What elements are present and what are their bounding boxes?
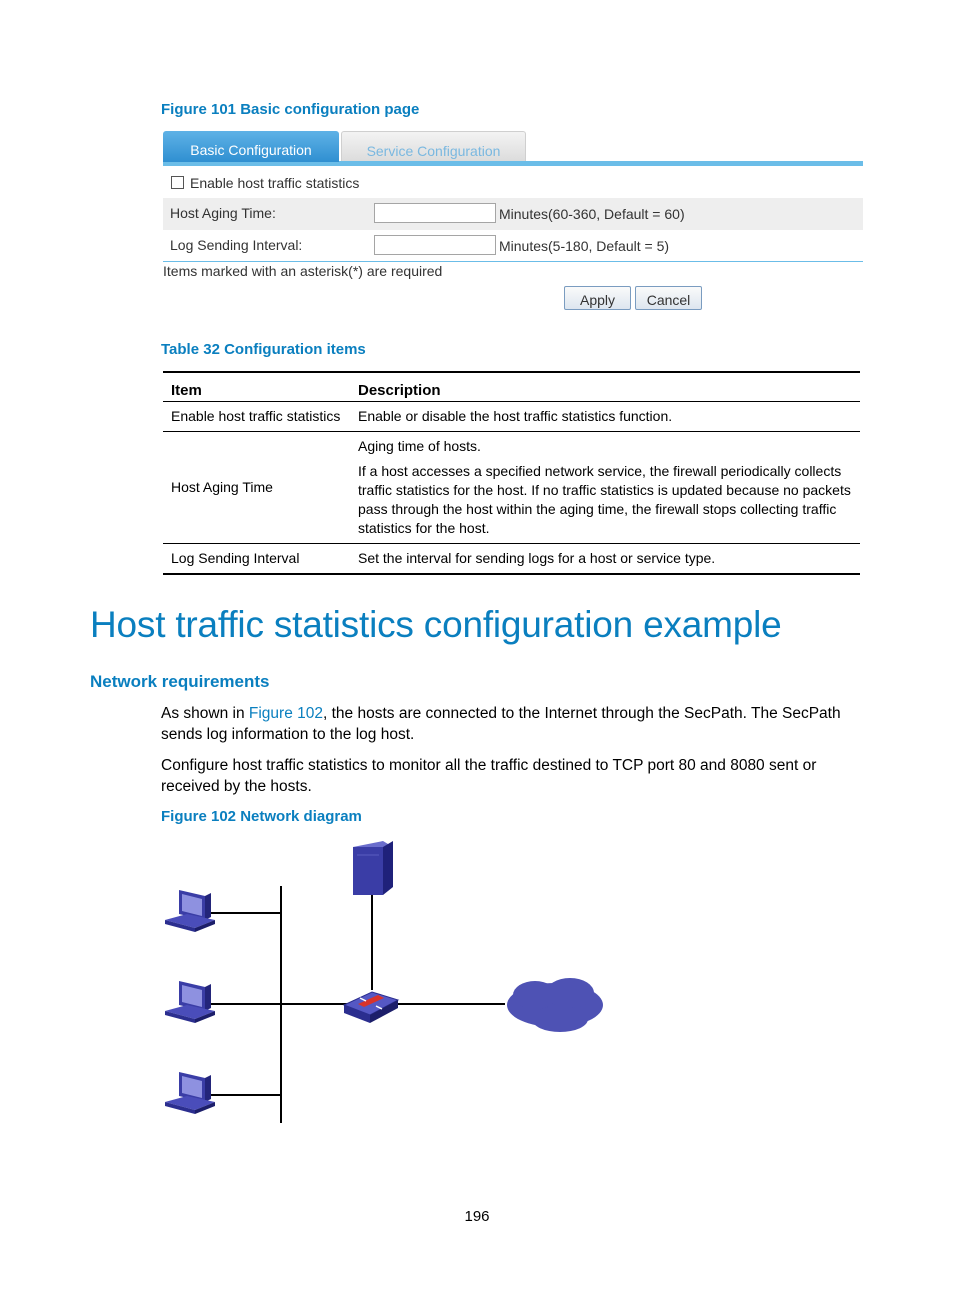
host-aging-input[interactable] [374, 203, 496, 223]
host-aging-label: Host Aging Time: [170, 205, 276, 221]
tab-service-configuration[interactable]: Service Configuration [341, 131, 526, 161]
description-text: If a host accesses a specified network service, the firewall periodically collects traffic statistics for the host. If no traffic statistics is updated because no packets pass through the host within the aging time, the firewall stops collecting traffic statistics for the host. [358, 463, 851, 536]
internet-cloud-icon [507, 978, 603, 1032]
header-item: Item [163, 372, 350, 402]
cancel-button[interactable]: Cancel [635, 286, 702, 310]
enable-statistics-checkbox[interactable] [171, 176, 184, 189]
figure-101-caption: Figure 101 Basic configuration page [161, 101, 420, 118]
item-cell: Enable host traffic statistics [163, 402, 350, 432]
paragraph-text: , the hosts are connected to the Internet through the SecPath. The SecPath sends log information to the log host. [161, 705, 841, 743]
configuration-items-table [163, 371, 860, 575]
figure-102-link[interactable]: Figure 102 [248, 705, 323, 722]
host-1-icon [165, 890, 215, 932]
item-cell: Host Aging Time [163, 432, 350, 544]
description-text: Enable or disable the host traffic statistics function. [358, 408, 673, 424]
description-text: Aging time of hosts. [358, 438, 481, 454]
log-host-server-icon [353, 841, 393, 895]
host-3-icon [165, 1072, 215, 1114]
description-text: Set the interval for sending logs for a host or service type. [358, 549, 716, 566]
network-diagram [150, 835, 630, 1135]
enable-statistics-label: Enable host traffic statistics [190, 175, 360, 191]
apply-button[interactable]: Apply [564, 286, 631, 310]
item-cell: Log Sending Interval [171, 549, 300, 566]
secpath-firewall-icon [344, 992, 398, 1023]
table-row [163, 402, 860, 432]
paragraph-2: Configure host traffic statistics to monitor all the traffic destined to TCP port 80 and 8080 sent or received by the hosts. [161, 757, 817, 795]
log-interval-hint: Minutes(5-180, Default = 5) [499, 238, 670, 254]
description-cell [350, 544, 860, 574]
table-row [163, 432, 860, 544]
subsection-title: Network requirements [90, 672, 270, 691]
log-interval-input[interactable] [374, 235, 496, 255]
table-32-caption: Table 32 Configuration items [161, 341, 366, 358]
table-row [163, 544, 860, 574]
form-separator [163, 261, 863, 262]
section-title: Host traffic statistics configuration example [90, 604, 782, 645]
host-2-icon [165, 981, 215, 1023]
header-description: Description [350, 372, 860, 402]
tab-basic-configuration[interactable]: Basic Configuration [163, 131, 339, 162]
description-cell [350, 432, 860, 544]
paragraph-text: As shown in [161, 705, 249, 722]
figure-102-caption: Figure 102 Network diagram [161, 808, 362, 825]
required-note: Items marked with an asterisk(*) are required [163, 263, 443, 279]
page-number: 196 [464, 1208, 490, 1225]
description-cell [350, 402, 860, 432]
paragraph-1 [161, 703, 866, 745]
log-interval-label: Log Sending Interval: [170, 237, 303, 253]
host-aging-hint: Minutes(60-360, Default = 60) [499, 206, 685, 222]
